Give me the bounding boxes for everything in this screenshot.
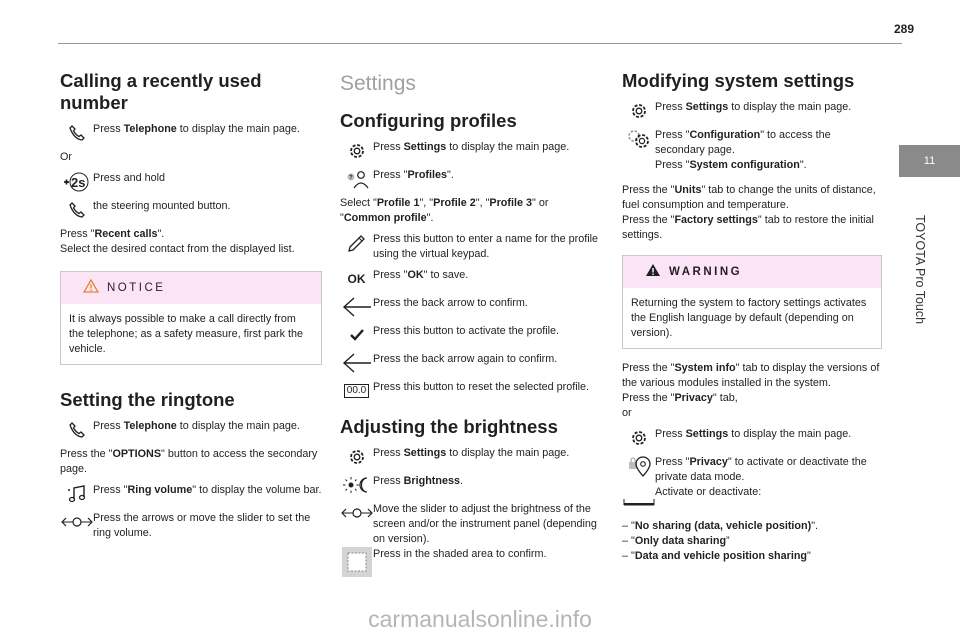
brightness-icon [340, 474, 373, 496]
column-right [622, 70, 882, 572]
step-shaded-area: Press in the shaded area to confirm. [340, 547, 600, 577]
profiles-icon [340, 168, 373, 190]
units-text: Press the "Units" tab to change the units of distance, fuel consumption and temperature. Press the "Factory settings" tab to restore the initial settings. [622, 184, 876, 241]
ok-icon: OK [347, 272, 366, 286]
step-settings-2: Press Settings to display the main page. [340, 446, 600, 468]
music-note-icon [60, 483, 93, 505]
volume-plus-icon [60, 171, 93, 193]
step-settings-4: Press Settings to display the main page. [622, 427, 882, 449]
gear-icon [340, 140, 373, 162]
toggle-bar-icon [622, 485, 655, 507]
gear-icon [622, 427, 655, 449]
phone-icon [60, 419, 93, 441]
watermark: carmanualsonline.info [368, 606, 592, 632]
step-settings-3: Press Settings to display the main page. [622, 100, 882, 122]
step-telephone-2: Press Telephone to display the main page. [60, 419, 322, 441]
phone-icon [60, 122, 93, 144]
step-slider: Press the arrows or move the slider to set the ring volume. [60, 511, 322, 541]
pencil-icon [340, 232, 373, 254]
step-reset: 00.0 Press this button to reset the selected profile. [340, 380, 600, 402]
chapter-tab[interactable]: 11 [899, 145, 960, 177]
step-profiles: ? Press "Profiles". [340, 168, 600, 190]
sidebar-title: TOYOTA Pro Touch [913, 215, 927, 325]
column-middle [340, 70, 600, 583]
heading-recent-calls: Calling a recently used number [60, 70, 262, 113]
svg-text:?: ? [348, 175, 353, 181]
step-ring-volume: Press "Ring volume" to display the volume bar. [60, 483, 322, 505]
step-brightness: Press Brightness. [340, 474, 600, 496]
step-back-again: Press the back arrow again to confirm. [340, 352, 600, 374]
svg-text:2s: 2s [70, 175, 85, 190]
list-item: – "No sharing (data, vehicle position)". [622, 520, 819, 532]
step-brightness-slider: Move the slider to adjust the brightness of the screen and/or the instrument panel (depending on version). [340, 502, 600, 547]
options-text: Press the "OPTIONS" button to access the secondary page. [60, 448, 318, 475]
notice-body: It is always possible to make a call directly from the telephone; as a safety measure, first park the vehicle. [69, 313, 304, 355]
configuration-gears-icon [622, 128, 655, 150]
step-activate-toggle: Activate or deactivate: [622, 485, 882, 507]
heading-profiles: Configuring profiles [340, 110, 517, 131]
warning-title: WARNING [669, 266, 743, 278]
step-back-confirm: Press the back arrow to confirm. [340, 296, 600, 318]
heading-settings: Settings [340, 72, 416, 95]
gear-icon [622, 100, 655, 122]
phone-icon [60, 199, 93, 221]
step-rename: Press this button to enter a name for the profile using the virtual keypad. [340, 232, 600, 262]
or-text: Or [60, 151, 72, 163]
header-rule [58, 43, 902, 44]
notice-title: NOTICE [107, 282, 166, 294]
slider-icon [60, 511, 93, 533]
column-left [60, 70, 322, 547]
page-number: 289 [893, 22, 914, 36]
heading-ringtone: Setting the ringtone [60, 389, 235, 410]
warning-body: Returning the system to factory settings activates the English language by default (depending on version). [631, 297, 867, 339]
step-press-hold: 2s Press and hold [60, 171, 322, 193]
select-profile-text: Select "Profile 1", "Profile 2", "Profile 3" or "Common profile". [340, 197, 549, 224]
notice-box [60, 271, 322, 365]
shaded-area-icon [340, 547, 373, 577]
step-ok: OK Press "OK" to save. [340, 268, 600, 290]
reset-counter-icon: 00.0 [340, 380, 373, 402]
list-item: – "Only data sharing” [622, 535, 730, 547]
step-steering-button: the steering mounted button. [60, 199, 322, 221]
warning-triangle-icon [83, 279, 99, 298]
system-info-text: Press the "System info" tab to display the versions of the various modules installed in the system. Press the "Privacy" tab, or [622, 362, 880, 419]
step-activate: Press this button to activate the profile. [340, 324, 600, 346]
recent-calls-text: Press "Recent calls". Select the desired contact from the displayed list. [60, 228, 295, 255]
sharing-options-list [622, 519, 882, 564]
step-telephone: Press Telephone to display the main page. [60, 122, 322, 144]
back-arrow-icon [340, 296, 373, 318]
slider-icon [340, 502, 373, 524]
list-item: – "Data and vehicle position sharing" [622, 550, 811, 562]
step-configuration: Press "Configuration" to access the secondary page. Press "System configuration". [622, 128, 882, 173]
gear-icon [340, 446, 373, 468]
back-arrow-icon [340, 352, 373, 374]
heading-system-settings: Modifying system settings [622, 70, 855, 91]
step-privacy: Press "Privacy" to activate or deactivate the private data mode. [622, 455, 882, 485]
warning-triangle-icon [645, 263, 661, 282]
privacy-pin-icon [622, 455, 655, 477]
step-settings: Press Settings to display the main page. [340, 140, 600, 162]
heading-brightness: Adjusting the brightness [340, 416, 558, 437]
checkmark-icon [340, 324, 373, 346]
warning-box [622, 255, 882, 349]
